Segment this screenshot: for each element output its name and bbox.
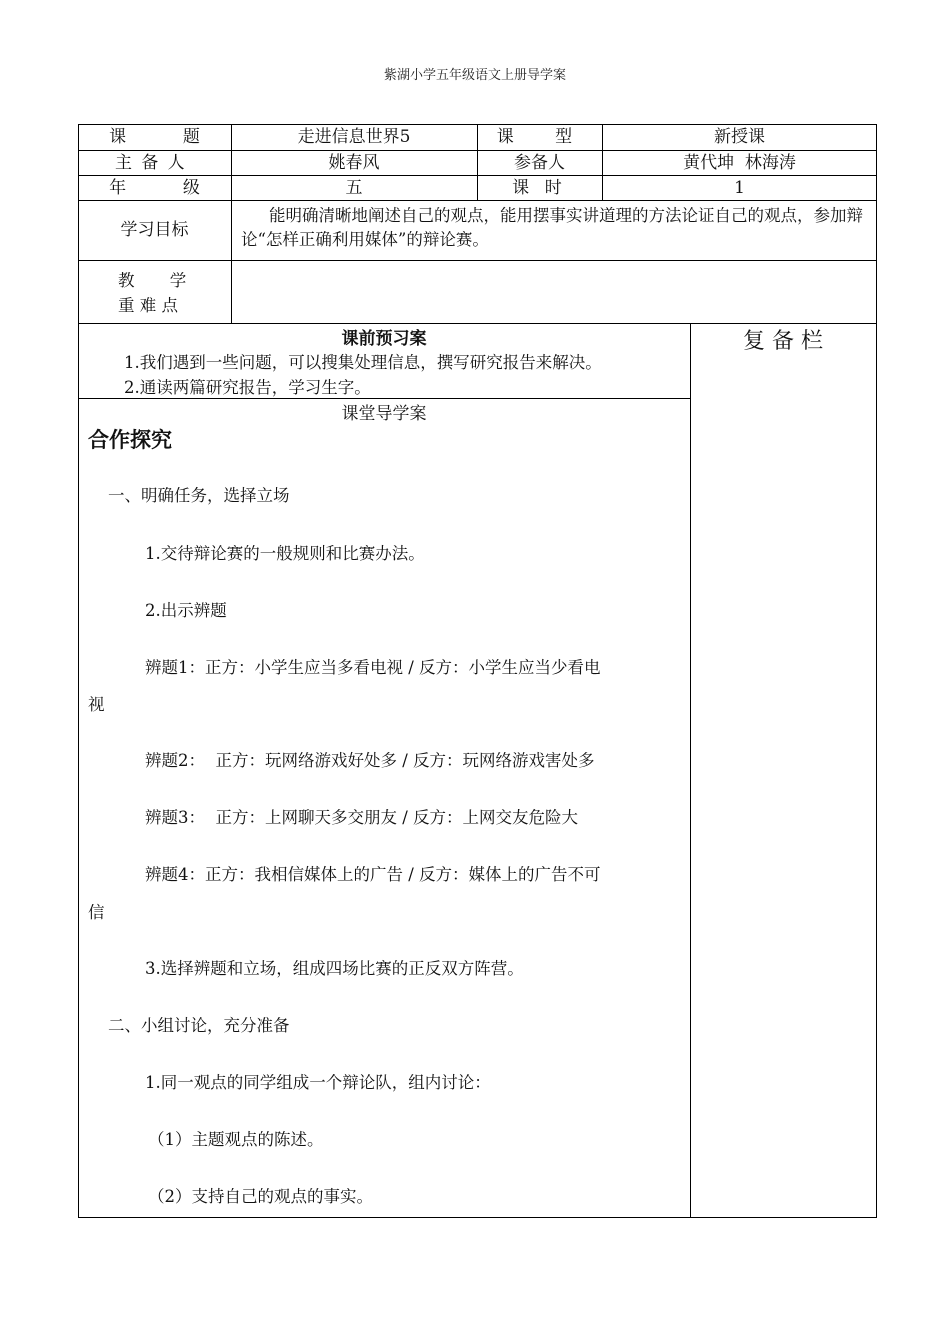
- key-points-label-line1: 教 学: [118, 271, 195, 290]
- debate-topic-2: 辨题2： 正方：玩网络游戏好处多 / 反方：玩网络游戏害处多: [145, 751, 595, 770]
- preview-title: 课前预习案: [341, 329, 427, 349]
- section-2-sub-1: （1）主题观点的陈述。: [148, 1130, 324, 1149]
- lesson-plan-table: [78, 124, 877, 1218]
- hours-value: 1: [734, 177, 745, 198]
- table-col-divider: [690, 323, 691, 1218]
- section-1-item-2: 2.出示辨题: [145, 601, 227, 620]
- topic-label: 课 题: [109, 127, 216, 147]
- preview-item-1: 1.我们遇到一些问题，可以搜集处理信息，撰写研究报告来解决。: [124, 353, 602, 372]
- grade-label: 年 级: [109, 177, 216, 198]
- section-1-item-3: 3.选择辨题和立场，组成四场比赛的正反双方阵营。: [145, 959, 524, 978]
- review-column-title: 复 备 栏: [743, 329, 823, 354]
- debate-topic-1: 辨题1：正方：小学生应当多看电视 / 反方：小学生应当少看电: [145, 658, 601, 677]
- topic-value: 走进信息世界5: [297, 127, 411, 147]
- classroom-title: 课堂导学案: [341, 404, 427, 424]
- learning-goal-text: 能明确清晰地阐述自己的观点，能用摆事实讲道理的方法论证自己的观点，参加辩论“怎样正确利用媒体”的辩论赛。: [241, 206, 863, 249]
- section-1-item-1: 1.交待辩论赛的一般规则和比赛办法。: [145, 544, 425, 563]
- page-header: 紫湖小学五年级语文上册导学案: [383, 68, 566, 83]
- section-2-heading: 二、小组讨论，充分准备: [108, 1016, 290, 1035]
- table-border-left: [78, 124, 79, 1218]
- debate-topic-4-continued: 信: [88, 903, 105, 922]
- type-value: 新授课: [714, 127, 765, 147]
- co-teacher-label: 参备人: [514, 152, 565, 173]
- cooperative-inquiry-heading: 合作探究: [88, 428, 172, 452]
- preview-item-2: 2.通读两篇研究报告，学习生字。: [124, 378, 371, 397]
- debate-topic-3: 辨题3： 正方：上网聊天多交朋友 / 反方：上网交友危险大: [145, 808, 579, 827]
- table-rule: [78, 260, 877, 261]
- section-2-item-1: 1.同一观点的同学组成一个辩论队，组内讨论：: [145, 1073, 491, 1092]
- hours-label: 课 时: [512, 177, 567, 198]
- section-1-heading: 一、明确任务，选择立场: [108, 486, 290, 505]
- debate-topic-1-continued: 视: [88, 695, 105, 714]
- lead-teacher-value: 姚春风: [328, 152, 380, 173]
- table-border-right: [876, 124, 877, 1218]
- debate-topic-4: 辨题4：正方：我相信媒体上的广告 / 反方：媒体上的广告不可: [145, 865, 601, 884]
- table-border-bottom: [78, 1217, 877, 1218]
- lead-teacher-label: 主备人: [114, 152, 195, 173]
- key-points-label-line2: 重 难 点: [118, 296, 178, 315]
- section-2-sub-2: （2）支持自己的观点的事实。: [148, 1187, 373, 1206]
- learning-goal-label: 学习目标: [120, 220, 189, 240]
- grade-value: 五: [345, 177, 363, 198]
- type-label: 课 型: [496, 127, 583, 147]
- co-teacher-value: 黄代坤 林海涛: [683, 152, 796, 173]
